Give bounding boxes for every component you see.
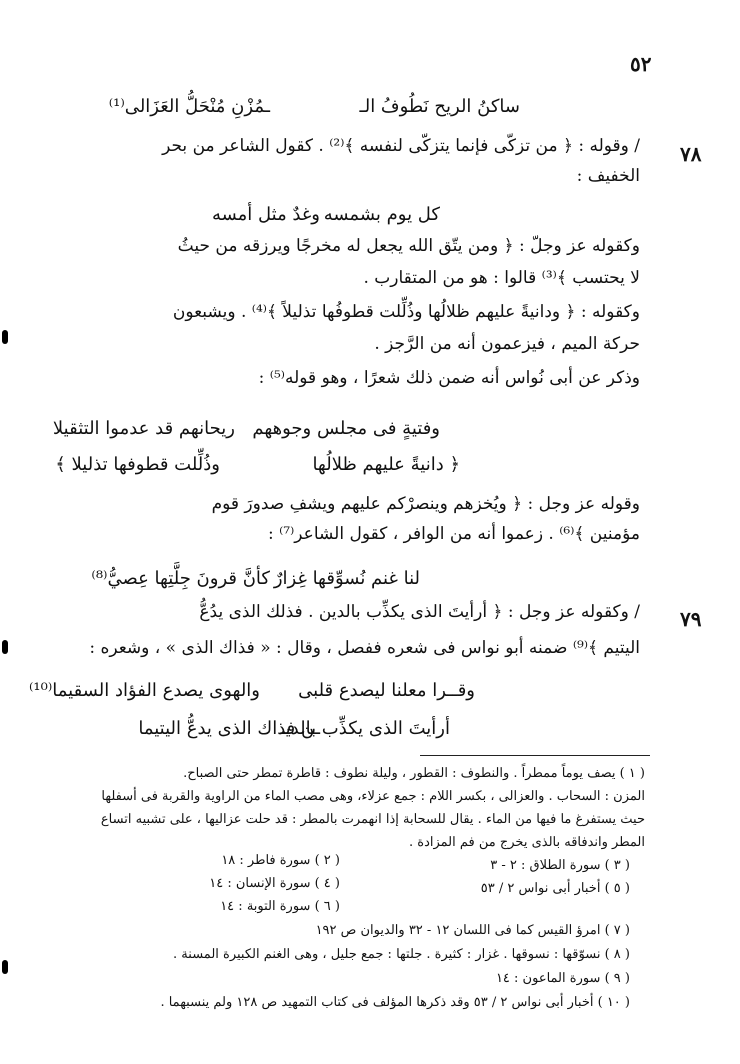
- text-line: حركة الميم ، فيزعمون أنه من الرَّجز .: [374, 334, 640, 354]
- verse-hemistich: أرأيتَ الذى يكذِّب بالديـ: [280, 718, 450, 739]
- footnote-line: ( ٦ ) سورة التوبة : ١٤: [220, 899, 340, 914]
- text-line: مؤمنين ﴾⁽⁶⁾ . زعموا أنه من الوافر ، كقول الشاعر⁽⁷⁾ :: [267, 524, 640, 544]
- footnote-line: ( ٥ ) أخبار أبى نواس ٢ / ٥٣: [480, 881, 630, 896]
- text-line: وذكر عن أبى نُواس أنه ضمن ذلك شعرًا ، وهو قوله⁽⁵⁾ :: [258, 368, 640, 388]
- footnote-separator: [420, 755, 650, 756]
- footnote-line: ( ١٠ ) أخبار أبى نواس ٢ / ٥٣ وقد ذكرها المؤلف فى كتاب التمهيد ص ١٢٨ ولم ينسبهما .: [160, 995, 630, 1010]
- verse-hemistich: وقــرا معلنا ليصدع قلبى: [298, 680, 475, 701]
- footnote-line: ( ٢ ) سورة فاطر : ١٨: [221, 853, 340, 868]
- verse-hemistich: ـمُزْنِ مُنْحَلُّ العَزَالى⁽¹⁾: [108, 96, 270, 117]
- margin-number: ٧٩: [680, 607, 702, 631]
- text-line: وكقوله عز وجلّ : ﴿ ومن يتّق الله يجعل له مخرجًا ويرزقه من حيثُ: [177, 236, 640, 256]
- footnote-line: ( ٩ ) سورة الماعون : ١٤: [495, 971, 630, 986]
- verse-hemistich: لنا غنم نُسوِّقها غِزارٌ: [273, 568, 420, 589]
- verse-hemistich: وذُلِّلت قطوفها تذليلا ﴾: [55, 454, 220, 475]
- verse-hemistich: وغدٌ مثل أمسه: [211, 204, 320, 225]
- verse-hemistich: كل يوم بشمسه: [323, 204, 440, 225]
- verse-hemistich: ـن فذاك الذى يدعُّ اليتيما: [138, 718, 320, 739]
- binding-mark: [2, 330, 8, 344]
- text-line: اليتيم ﴾⁽⁹⁾ ضمنه أبو نواس فى شعره ففصل ، وقال : « فذاك الذى » ، وشعره :: [89, 638, 640, 658]
- verse-hemistich: ﴿ دانيةً عليهم ظلالُها: [312, 454, 460, 475]
- page-number: ٥٢: [630, 52, 652, 76]
- footnote-line: ( ٤ ) سورة الإنسان : ١٤: [209, 876, 340, 891]
- footnote-line: ( ٨ ) نسوّقها : نسوقها . غزار : كثيرة . جلتها : جمع جليل ، وهى الغنم الكبيرة المسنة .: [173, 947, 630, 962]
- footnote-line: ( ١ ) يصف يوماً ممطراً . والنطوف : القطور ، وليلة نطوف : قاطرة تمطر حتى الصباح.: [183, 766, 645, 781]
- verse-hemistich: كأنَّ قرونَ جِلَّتِها عِصيُّ⁽⁸⁾: [91, 568, 270, 589]
- binding-mark: [2, 640, 8, 654]
- margin-number: ٧٨: [680, 142, 702, 166]
- verse-hemistich: والهوى يصدع الفؤاد السقيما⁽¹⁰⁾: [29, 680, 260, 701]
- binding-mark: [2, 960, 8, 974]
- footnote-line: حيث يستفرغ ما فيها من الماء . يقال للسحابة إذا انهمرت بالمطر : قد حلت عزاليها ، على تشبيه اتساع: [100, 812, 645, 827]
- text-line: لا يحتسب ﴾⁽³⁾ قالوا : هو من المتقارب .: [363, 268, 640, 288]
- footnote-line: المزن : السحاب . والعزالى ، بكسر اللام : جمع عزلاء، وهى مصب الماء من الراوية والقربة فى أسفلها: [101, 789, 645, 804]
- verse-hemistich: ريحانهم قد عدموا التثقيلا: [52, 418, 235, 439]
- verse-hemistich: ساكنُ الريح نَطُوفُ الـ: [359, 96, 520, 117]
- footnote-line: ( ٧ ) امرؤ القيس كما فى اللسان ١٢ - ٣٢ والديوان ص ١٩٢: [315, 923, 630, 938]
- text-line: وقوله عز وجل : ﴿ ويُخزهم وينصرْكم عليهم ويشفِ صدورَ قوم: [211, 494, 640, 514]
- footnote-line: ( ٣ ) سورة الطلاق : ٢ - ٣: [490, 858, 630, 873]
- text-line: وكقوله : ﴿ ودانيةً عليهم ظلالُها وذُلِّلت قطوفُها تذليلاً ﴾⁽⁴⁾ . ويشبعون: [172, 302, 640, 322]
- footnote-line: المطر واندفاقه بالذى يخرج من فم المزادة .: [409, 835, 645, 850]
- text-line: / وقوله : ﴿ من تزكّى فإنما يتزكّى لنفسه ﴾⁽²⁾ . كقول الشاعر من بحر: [162, 136, 640, 156]
- text-line: الخفيف :: [576, 166, 640, 186]
- text-line: / وكقوله عز وجل : ﴿ أرأيتَ الذى يكذِّب بالدين . فذلك الذى يدُعُّ: [199, 602, 640, 622]
- verse-hemistich: وفتيةٍ فى مجلس وجوههم: [252, 418, 440, 439]
